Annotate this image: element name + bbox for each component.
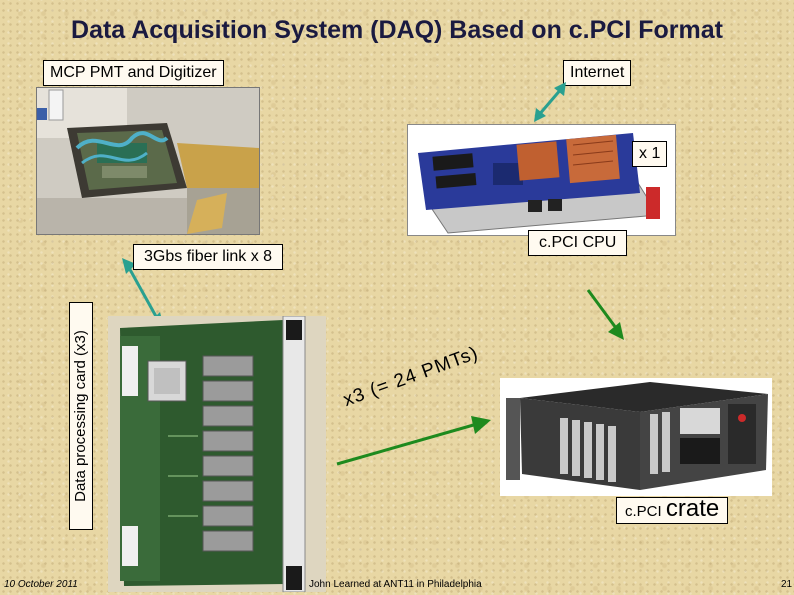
- mcp-pmt-photo: [36, 87, 260, 235]
- cpci-cpu-label: c.PCI CPU: [528, 230, 627, 256]
- internet-label: Internet: [563, 60, 631, 86]
- fiber-link-label: 3Gbs fiber link x 8: [133, 244, 283, 270]
- cpci-crate-photo: [500, 378, 772, 496]
- footer-author: John Learned at ANT11 in Philadelphia: [309, 579, 482, 590]
- footer-date: 10 October 2011: [4, 579, 78, 590]
- footer-page-number: 21: [781, 579, 793, 590]
- cpu-to-crate-arrow: [580, 286, 630, 342]
- cpu-count-label: x 1: [632, 141, 667, 167]
- slide-title: Data Acquisition System (DAQ) Based on c.PCI Format: [71, 16, 723, 44]
- crate-label-big: crate: [665, 495, 720, 522]
- cards-to-crate-arrow: [335, 412, 495, 468]
- mcp-pmt-label: MCP PMT and Digitizer: [43, 60, 224, 86]
- processing-card-label: Data processing card (x3): [72, 330, 89, 502]
- crate-label-small: c.PCI: [625, 503, 662, 520]
- internet-double-arrow: [530, 82, 570, 122]
- pmts-label: x3 (= 24 PMTs): [340, 342, 482, 412]
- cpci-crate-label: [616, 497, 728, 524]
- processing-card-photo: [108, 316, 326, 592]
- processing-card-label-box: [69, 302, 93, 530]
